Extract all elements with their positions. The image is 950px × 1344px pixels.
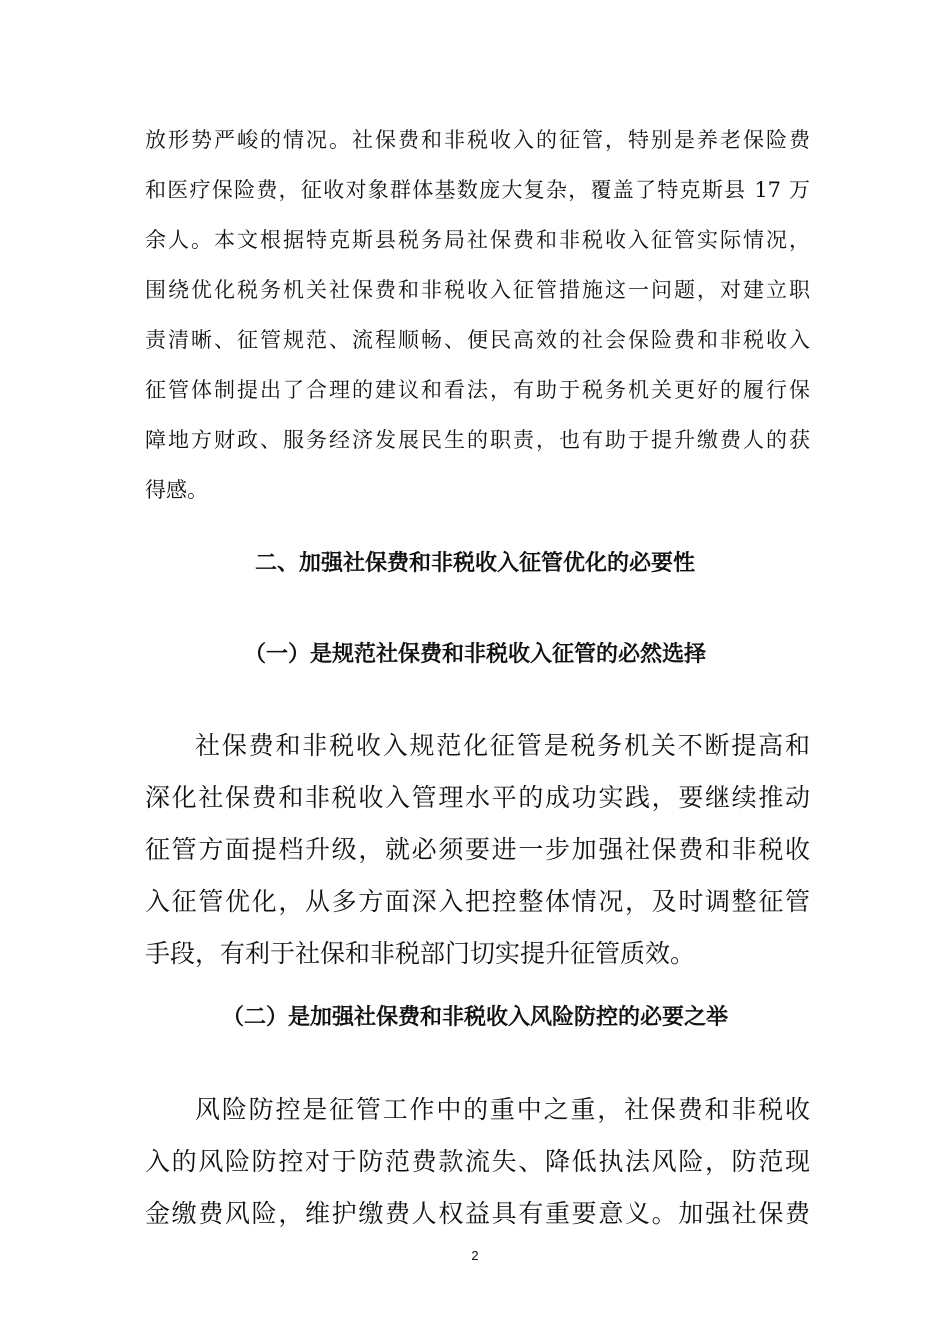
text-line: 放形势严峻的情况。社保费和非税收入的征管，特别是养老保险费 <box>145 128 810 152</box>
subsection-heading-2: （二）是加强社保费和非税收入风险防控的必要之举 <box>221 1005 728 1030</box>
text-line: 征管体制提出了合理的建议和看法，有助于税务机关更好的履行保 <box>145 378 810 402</box>
intro-paragraph <box>145 115 810 515</box>
page-number: 2 <box>471 1248 479 1263</box>
text-line: 入征管优化，从多方面深入把控整体情况，及时调整征管 <box>145 887 810 916</box>
text-line: 入的风险防控对于防范费款流失、降低执法风险，防范现 <box>145 1147 810 1176</box>
section-heading: 二、加强社保费和非税收入征管优化的必要性 <box>254 551 695 576</box>
text-line: 深化社保费和非税收入管理水平的成功实践，要继续推动 <box>145 783 810 812</box>
text-line: 社保费和非税收入规范化征管是税务机关不断提高和 <box>195 731 810 760</box>
subsection-2-paragraph <box>145 1084 810 1240</box>
text-line: 风险防控是征管工作中的重中之重，社保费和非税收 <box>195 1095 810 1124</box>
text-line: 障地方财政、服务经济发展民生的职责，也有助于提升缴费人的获 <box>145 428 810 452</box>
text-line: 责清晰、征管规范、流程顺畅、便民高效的社会保险费和非税收入 <box>145 328 810 352</box>
text-line: 围绕优化税务机关社保费和非税收入征管措施这一问题，对建立职 <box>145 278 810 302</box>
text-line: 手段，有利于社保和非税部门切实提升征管质效。 <box>145 939 696 968</box>
subsection-heading-1: （一）是规范社保费和非税收入征管的必然选择 <box>243 642 706 667</box>
text-line: 余人。本文根据特克斯县税务局社保费和非税收入征管实际情况， <box>145 228 810 252</box>
text-line: 和医疗保险费，征收对象群体基数庞大复杂，覆盖了特克斯县 17 万 <box>145 178 810 202</box>
text-line: 得感。 <box>145 478 208 502</box>
text-line: 金缴费风险，维护缴费人权益具有重要意义。加强社保费 <box>145 1199 810 1228</box>
text-line: 征管方面提档升级，就必须要进一步加强社保费和非税收 <box>145 835 810 864</box>
subsection-1-paragraph <box>145 720 810 980</box>
